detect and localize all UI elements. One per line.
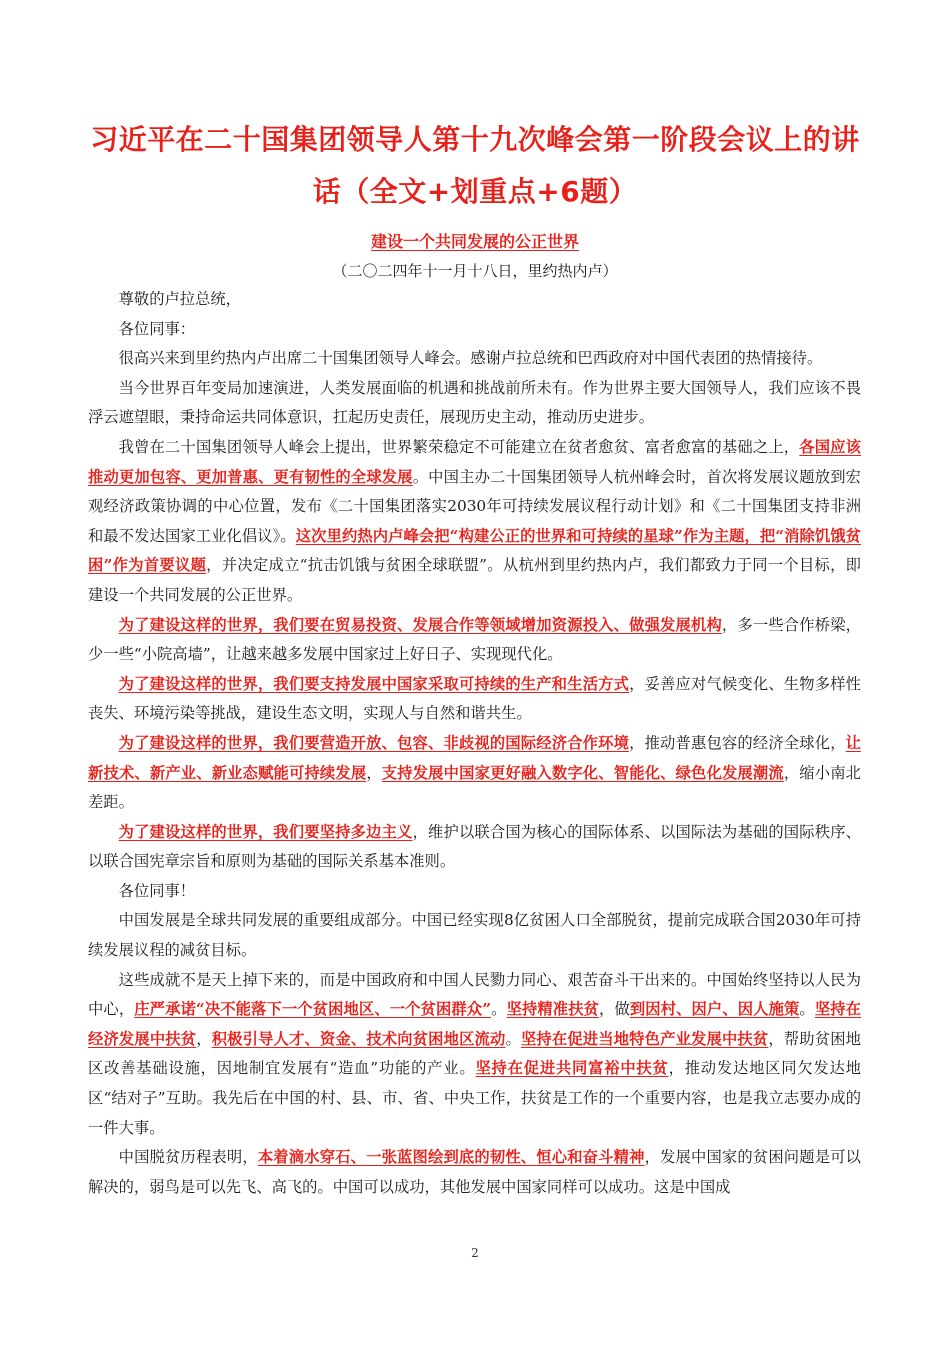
- dateline: （二〇二四年十一月十八日，里约热内卢）: [332, 262, 618, 280]
- highlighted-text: 让新技术、新产业、新业态赋能可持续发展: [88, 733, 861, 782]
- body-text: 。: [491, 1000, 507, 1019]
- paragraph: [88, 670, 861, 729]
- body-text: ，帮助贫困地区改善基础设施，因地制宜发展有“造血”功能的产业。: [88, 1029, 861, 1078]
- body-text: ，: [366, 763, 382, 782]
- body-text: 尊敬的卢拉总统，: [118, 290, 241, 308]
- highlighted-text: 坚持在经济发展中扶贫: [88, 1000, 861, 1048]
- paragraph: [88, 1143, 861, 1202]
- body-text: ，并决定成立“抗击饥饿与贫困全球联盟”。从杭州到里约热内卢，我们都致力于同一个目标，即建设一个共同发展的公正世界。: [88, 556, 861, 604]
- highlighted-text: 积极引导人才、资金、技术向贫困地区流动: [211, 1029, 506, 1048]
- document-body: [88, 285, 861, 1202]
- body-text: 。: [505, 1029, 521, 1048]
- paragraph: [88, 374, 861, 433]
- highlighted-text: 本着滴水穿石、一张蓝图绘到底的韧性、恒心和奋斗精神: [257, 1148, 645, 1167]
- highlighted-text: 到因村、因户、因人施策: [629, 1000, 800, 1019]
- body-text: 。: [799, 1000, 815, 1019]
- body-text: ，: [196, 1029, 212, 1048]
- highlighted-text: 坚持精准扶贫: [506, 1000, 600, 1019]
- highlighted-text: 这次里约热内卢峰会把“构建公正的世界和可持续的星球”作为主题，把“消除饥饿贫困”作为首要议题: [88, 526, 861, 575]
- document-subtitle: 建设一个共同发展的公正世界: [370, 232, 579, 251]
- body-text: 各位同事！: [118, 881, 196, 900]
- paragraph: [88, 877, 861, 907]
- body-text: 中国发展是全球共同发展的重要组成部分。中国已经实现8亿贫困人口全部脱贫，提前完成联合国2030年可持续发展议程的减贫目标。: [88, 911, 861, 960]
- paragraph: [88, 966, 861, 1144]
- highlighted-text: 为了建设这样的世界，我们要坚持多边主义: [118, 822, 413, 841]
- paragraph: [88, 818, 861, 877]
- paragraph: [88, 315, 861, 345]
- body-text: ，推动发达地区同欠发达地区“结对子”互助。我先后在中国的村、县、市、省、中央工作，扶贫是工作的一个重要内容，也是我立志要办成的一件大事。: [88, 1059, 861, 1137]
- body-text: 中国脱贫历程表明，: [118, 1148, 258, 1167]
- highlighted-text: 支持发展中国家更好融入数字化、智能化、绿色化发展潮流: [381, 763, 784, 782]
- body-text: 当今世界百年变局加速演进，人类发展面临的机遇和挑战前所未有。作为世界主要大国领导人，我们应该不畏浮云遮望眼，秉持命运共同体意识，扛起历史责任，展现历史主动，推动历史进步。: [88, 378, 861, 427]
- body-text: ，缩小南北差距。: [88, 763, 861, 812]
- body-text: 。中国主办二十国集团领导人杭州峰会时，首次将发展议题放到宏观经济政策协调的中心位置，发布《二十国集团落实2030年可持续发展议程行动计划》和《二十国集团支持非洲和最不发达国家工业化倡议》。: [88, 467, 861, 545]
- body-text: 各位同事：: [118, 319, 196, 338]
- body-text: 这些成就不是天上掉下来的，而是中国政府和中国人民勠力同心、艰苦奋斗干出来的。中国始终坚持以人民为中心，: [88, 970, 861, 1019]
- highlighted-text: 各国应该推动更加包容、更加普惠、更有韧性的全球发展: [88, 437, 861, 486]
- paragraph: [88, 344, 861, 374]
- paragraph: [88, 906, 861, 965]
- page-number: 2: [471, 1246, 479, 1260]
- paragraph: [88, 729, 861, 818]
- paragraph: [88, 611, 861, 670]
- body-text: ，推动普惠包容的经济全球化，: [629, 733, 846, 752]
- highlighted-text: 为了建设这样的世界，我们要营造开放、包容、非歧视的国际经济合作环境: [118, 733, 630, 752]
- body-text: ，妥善应对气候变化、生物多样性丧失、环境污染等挑战，建设生态文明，实现人与自然和谐共生。: [88, 674, 861, 723]
- highlighted-text: 为了建设这样的世界，我们要支持发展中国家采取可持续的生产和生活方式: [118, 674, 630, 693]
- highlighted-text: 为了建设这样的世界，我们要在贸易投资、发展合作等领域增加资源投入、做强发展机构: [118, 615, 722, 634]
- body-text: ，维护以联合国为核心的国际体系、以国际法为基础的国际秩序、以联合国宪章宗旨和原则为基础的国际关系基本准则。: [88, 822, 861, 871]
- highlighted-text: 庄严承诺“决不能落下一个贫困地区、一个贫困群众”: [134, 1000, 492, 1019]
- paragraph: [88, 285, 861, 315]
- document-title: 习近平在二十国集团领导人第十九次峰会第一阶段会议上的讲话（全文+划重点+6题）: [90, 123, 860, 208]
- body-text: ，做: [599, 1000, 630, 1019]
- body-text: ，多一些合作桥梁，少一些“小院高墙”，让越来越多发展中国家过上好日子、实现现代化。: [88, 615, 861, 664]
- body-text: ，发展中国家的贫困问题是可以解决的，弱鸟是可以先飞、高飞的。中国可以成功，其他发展中国家同样可以成功。这是中国成: [88, 1148, 861, 1196]
- highlighted-text: 坚持在促进共同富裕中扶贫: [475, 1059, 669, 1078]
- highlighted-text: 坚持在促进当地特色产业发展中扶贫: [520, 1029, 769, 1048]
- body-text: 很高兴来到里约热内卢出席二十国集团领导人峰会。感谢卢拉总统和巴西政府对中国代表团的热情接待。: [118, 349, 823, 368]
- body-text: 我曾在二十国集团领导人峰会上提出，世界繁荣稳定不可能建立在贫者愈贫、富者愈富的基础之上，: [118, 437, 800, 456]
- paragraph: [88, 433, 861, 611]
